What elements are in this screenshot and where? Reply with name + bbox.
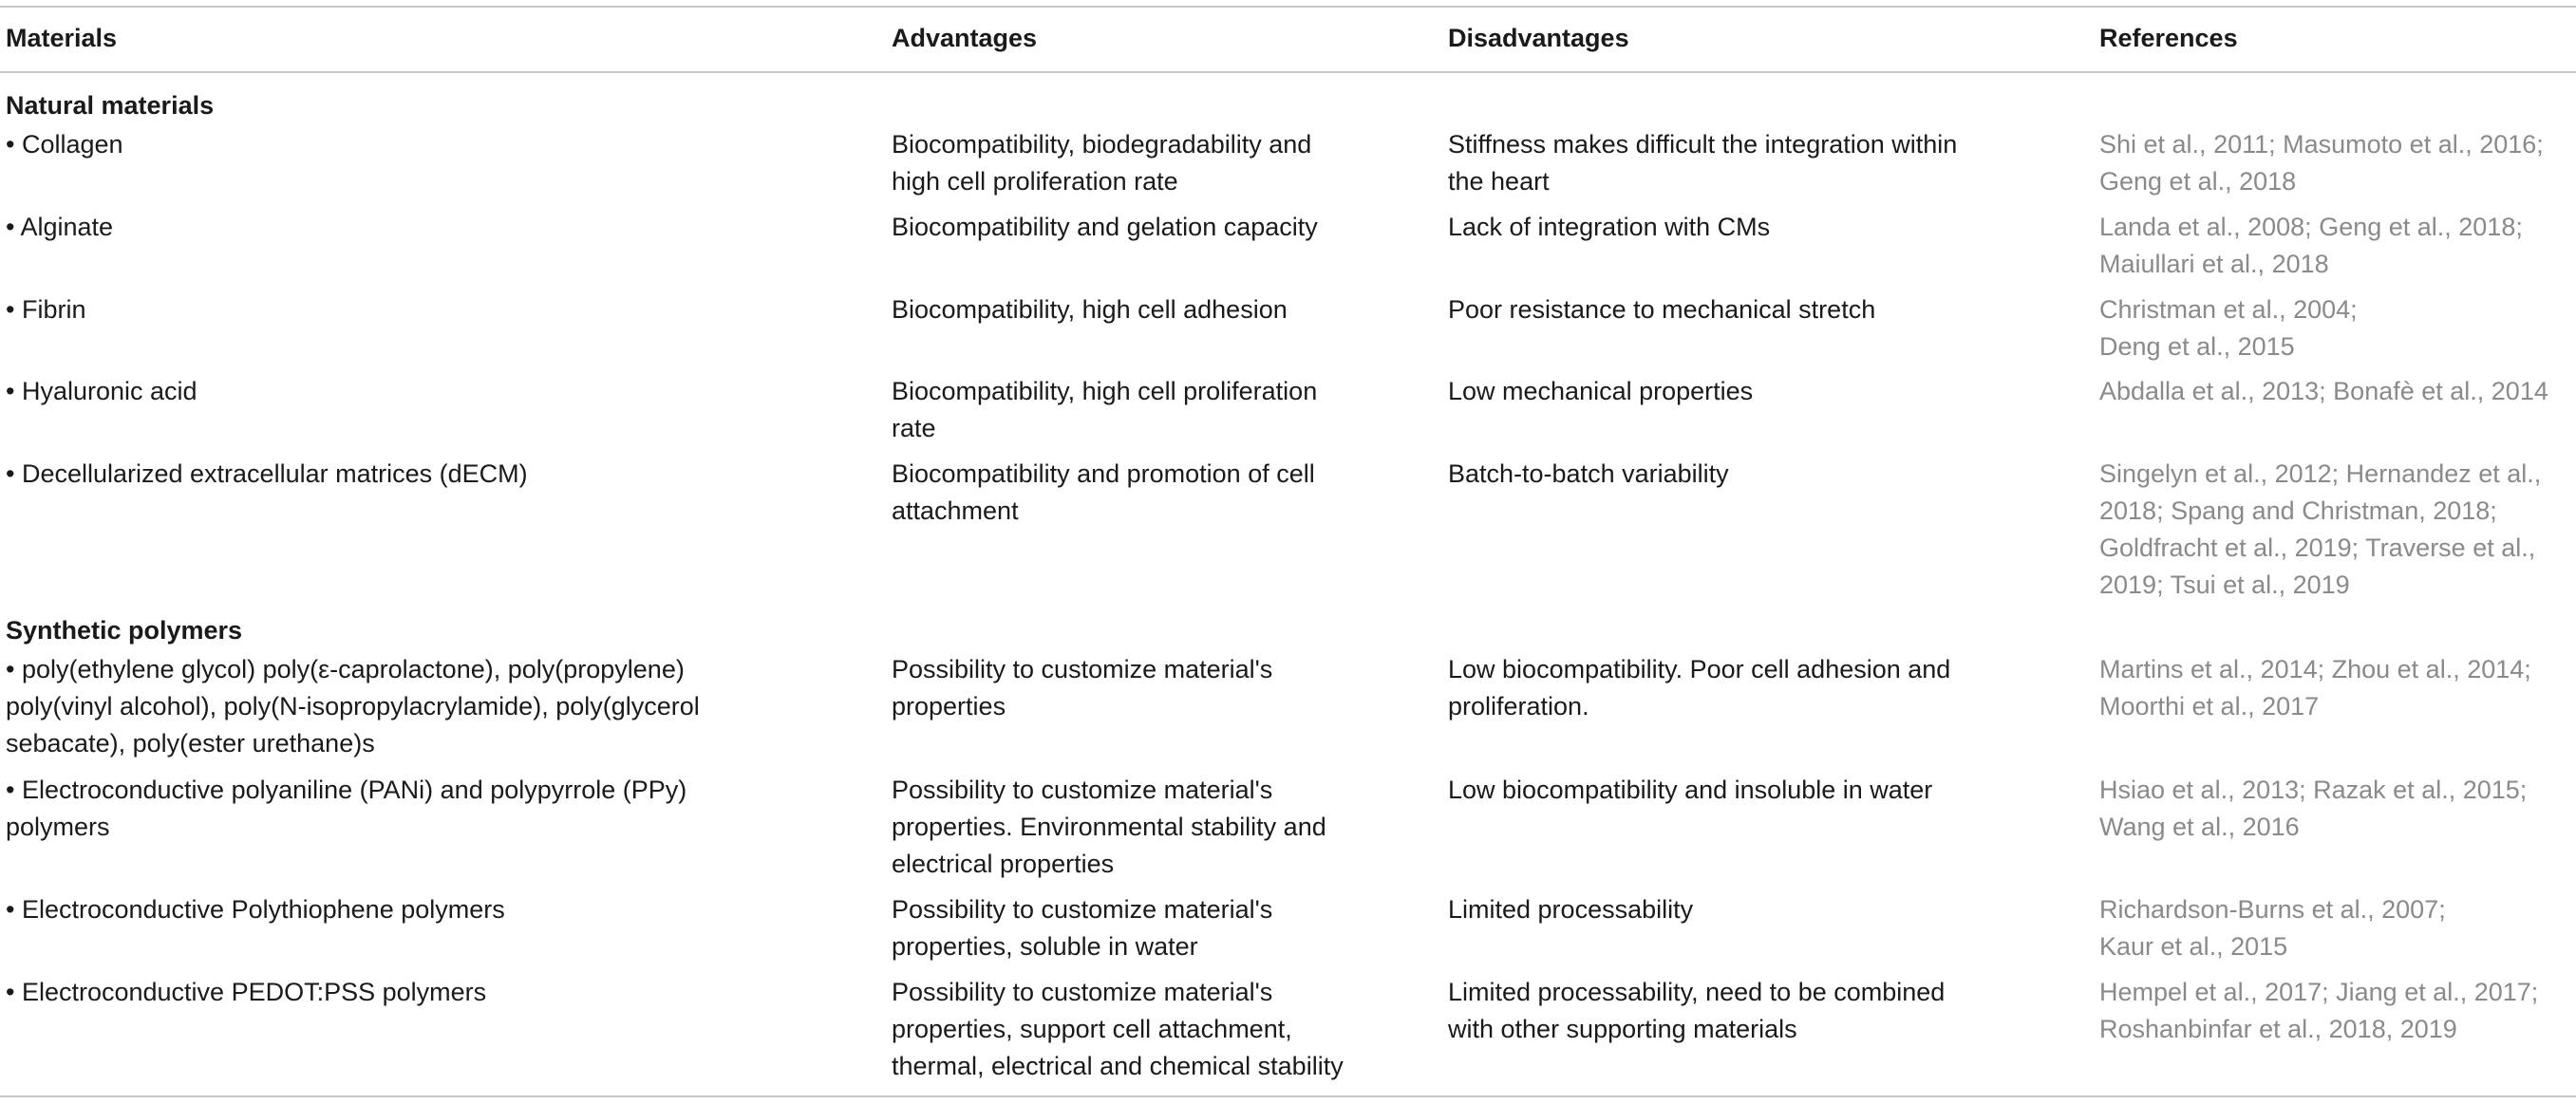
row-fibrin-references: Christman et al., 2004; Deng et al., 2015 (2099, 295, 2358, 361)
row-hyaluronic-disadvantages: Low mechanical properties (1448, 377, 1754, 405)
row-decm-references: Singelyn et al., 2012; Hernandez et al., 2018; Spang and Christman, 2018; Goldfracht et al., 2019; Traverse et al., 2019; Tsui et al., 2019 (2099, 459, 2542, 599)
row-collagen-advantages: Biocompatibility, biodegradability and high cell proliferation rate (892, 130, 1312, 196)
row-pani-ppy-disadvantages: Low biocompatibility and insoluble in water (1448, 776, 1933, 804)
row-fibrin-material: • Fibrin (6, 295, 86, 324)
row-poly-advantages: Possibility to customize material's properties (892, 655, 1273, 720)
row-pedot-material: • Electroconductive PEDOT:PSS polymers (6, 978, 487, 1006)
row-pedot-advantages: Possibility to customize material's properties, support cell attachment, thermal, electrical and chemical stability (892, 978, 1344, 1080)
row-pani-ppy-references: Hsiao et al., 2013; Razak et al., 2015; Wang et al., 2016 (2099, 776, 2528, 841)
row-alginate-advantages: Biocompatibility and gelation capacity (892, 213, 1318, 241)
section-title-synthetic: Synthetic polymers (6, 616, 243, 645)
row-collagen-material: • Collagen (6, 130, 123, 159)
row-alginate-material: • Alginate (6, 213, 114, 241)
row-fibrin-disadvantages: Poor resistance to mechanical stretch (1448, 295, 1876, 324)
row-pedot-disadvantages: Limited processability, need to be combined with other supporting materials (1448, 978, 1946, 1043)
row-polythiophene-references: Richardson-Burns et al., 2007; Kaur et al., 2015 (2099, 895, 2446, 961)
row-decm-material: • Decellularized extracellular matrices (dECM) (6, 459, 528, 488)
bottom-rule (0, 1095, 2576, 1097)
row-collagen-disadvantages: Stiffness makes difficult the integration within the heart (1448, 130, 1958, 196)
row-hyaluronic-advantages: Biocompatibility, high cell proliferation rate (892, 377, 1318, 442)
row-hyaluronic-references: Abdalla et al., 2013; Bonafè et al., 2014 (2099, 377, 2548, 405)
header-materials: Materials (6, 24, 118, 52)
row-poly-material: • poly(ethylene glycol) poly(ε-caprolactone), poly(propylene) poly(vinyl alcohol), poly(N-isopropylacrylamide), poly(glycerol sebacate), poly(ester urethane)s (6, 655, 700, 758)
row-poly-disadvantages: Low biocompatibility. Poor cell adhesion and proliferation. (1448, 655, 1951, 720)
row-decm-advantages: Biocompatibility and promotion of cell attachment (892, 459, 1315, 525)
row-pedot-references: Hempel et al., 2017; Jiang et al., 2017; Roshanbinfar et al., 2018, 2019 (2099, 978, 2539, 1043)
row-poly-references: Martins et al., 2014; Zhou et al., 2014; Moorthi et al., 2017 (2099, 655, 2531, 720)
row-alginate-disadvantages: Lack of integration with CMs (1448, 213, 1771, 241)
row-pani-ppy-material: • Electroconductive polyaniline (PANi) and polypyrrole (PPy) polymers (6, 776, 687, 841)
row-hyaluronic-material: • Hyaluronic acid (6, 377, 197, 405)
row-decm-disadvantages: Batch-to-batch variability (1448, 459, 1729, 488)
row-polythiophene-material: • Electroconductive Polythiophene polymers (6, 895, 505, 924)
header-references: References (2099, 24, 2238, 52)
section-title-natural: Natural materials (6, 91, 215, 120)
row-fibrin-advantages: Biocompatibility, high cell adhesion (892, 295, 1288, 324)
row-alginate-references: Landa et al., 2008; Geng et al., 2018; Maiullari et al., 2018 (2099, 213, 2523, 278)
row-pani-ppy-advantages: Possibility to customize material's properties. Environmental stability and electrical properties (892, 776, 1326, 878)
row-polythiophene-advantages: Possibility to customize material's properties, soluble in water (892, 895, 1273, 961)
top-rule (0, 6, 2576, 8)
header-disadvantages: Disadvantages (1448, 24, 1629, 52)
row-polythiophene-disadvantages: Limited processability (1448, 895, 1694, 924)
header-advantages: Advantages (892, 24, 1038, 52)
header-rule (0, 71, 2576, 73)
row-collagen-references: Shi et al., 2011; Masumoto et al., 2016; Geng et al., 2018 (2099, 130, 2544, 196)
